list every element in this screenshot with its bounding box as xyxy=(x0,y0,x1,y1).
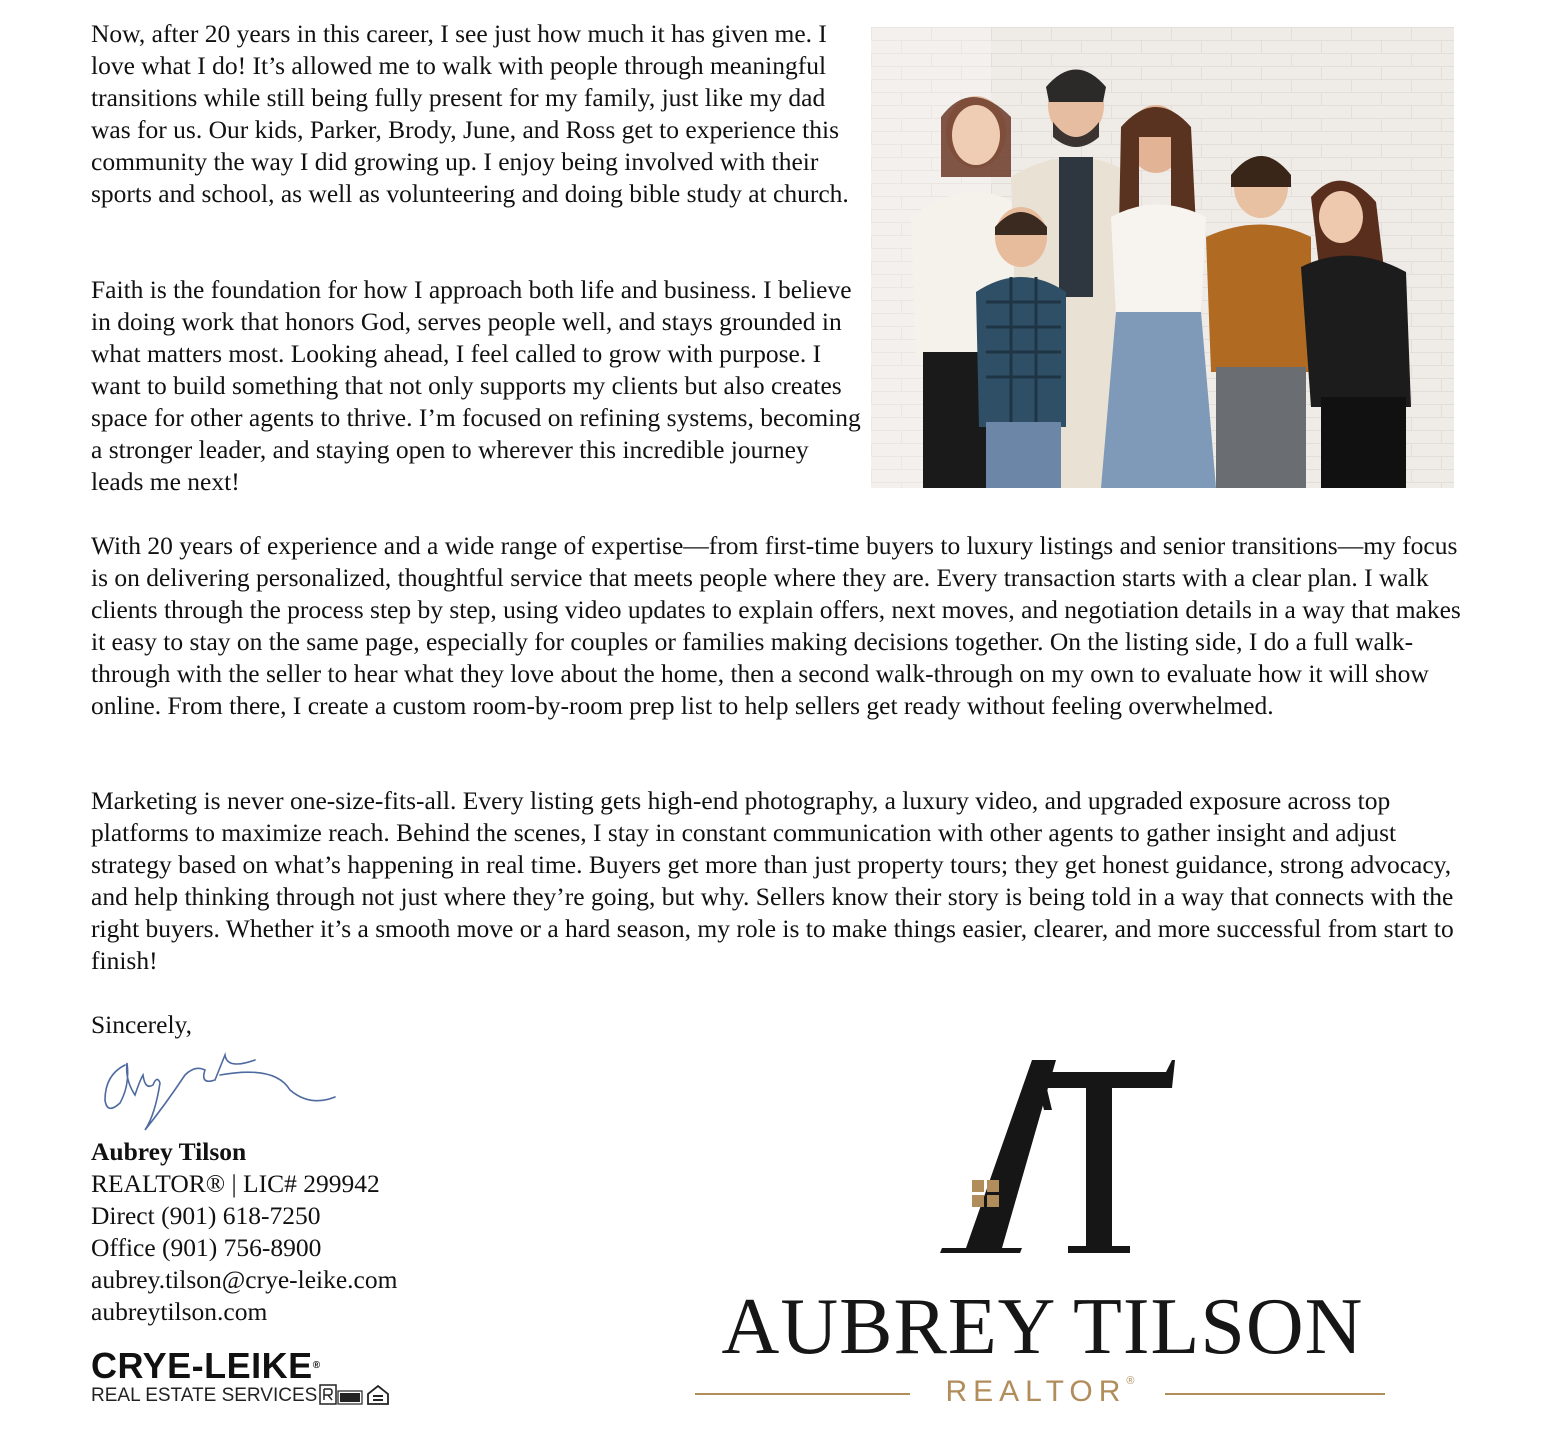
equal-housing-icon xyxy=(368,1386,388,1404)
email-address: aubrey.tilson@crye-leike.com xyxy=(91,1265,398,1294)
brand-name: AUBREY TILSON xyxy=(721,1283,1364,1371)
brand-registered-mark: ® xyxy=(1126,1375,1135,1387)
office-phone: Office (901) 756-8900 xyxy=(91,1233,322,1262)
at-monogram xyxy=(910,1060,1175,1260)
brokerage-tagline: REAL ESTATE SERVICES xyxy=(91,1385,318,1406)
letter-paragraph-3: With 20 years of experience and a wide range of expertise—from first-time buyers to luxury listings and senior transitions—my focus is on delivering personalized, thoughtful service that meets people where they are. Every transaction starts with a clear plan. I walk clients through the process step by step, using video updates to explain offers, next moves, and negotiation details in a way that makes it easy to stay on the same page, especially for couples or families making decisions together. On the listing side, I do a full walk-through with the seller to hear what they love about the home, then a second walk-through on my own to evaluate how it will show online. From there, I create a custom room-by-room prep list to help sellers get ready without feeling overwhelmed. xyxy=(91,531,1461,720)
letter-paragraph-4: Marketing is never one-size-fits-all. Every listing gets high-end photography, a luxury video, and upgraded exposure across top platforms to maximize reach. Behind the scenes, I stay in constant communication with other agents to gather insight and adjust strategy based on what’s happening in real time. Buyers get more than just property tours; they get honest guidance, strong advocacy, and help thinking through not just where they’re going, but why. Sellers know their story is being told in a way that connects with the right buyers. Whether it’s a smooth move or a hard season, my role is to make things easier, clearer, and more successful from start to finish! xyxy=(91,786,1454,975)
compliance-icons xyxy=(319,1383,391,1412)
handwritten-signature xyxy=(95,1045,345,1140)
crye-leike-logo xyxy=(91,1347,321,1407)
agent-title: REALTOR® | LIC# 299942 xyxy=(91,1169,380,1198)
website: aubreytilson.com xyxy=(91,1297,268,1326)
brand-rule-right xyxy=(1165,1393,1385,1395)
direct-phone: Direct (901) 618-7250 xyxy=(91,1201,321,1230)
letter-paragraph-2: Faith is the foundation for how I approach both life and business. I believe in doing work that honors God, serves people well, and stays grounded in what matters most. Looking ahead, I feel called to grow with purpose. I want to build something that not only supports my clients but also creates space for other agents to thrive. I’m focused on refining systems, becoming a stronger leader, and staying open to wherever this incredible journey leads me next! xyxy=(91,275,861,496)
brokerage-registered-mark: ® xyxy=(312,1360,321,1371)
letter-paragraph-1: Now, after 20 years in this career, I see just how much it has given me. I love what I do! It’s allowed me to walk with people through meaningful transitions while still being fully present for my family, just like my dad was for us. Our kids, Parker, Brody, June, and Ross get to experience this community the way I did growing up. I enjoy being involved with their sports and school, as well as volunteering and doing bible study at church. xyxy=(91,19,849,208)
brand-role-row xyxy=(690,1375,1395,1415)
brand-role: REALTOR xyxy=(945,1375,1127,1408)
realtor-mls-icon xyxy=(320,1385,362,1404)
family-photo xyxy=(871,27,1454,488)
brokerage-name: CRYE-LEIKE xyxy=(91,1345,313,1386)
agent-name: Aubrey Tilson xyxy=(91,1137,247,1166)
brand-rule-left xyxy=(695,1393,910,1395)
letter-closing: Sincerely, xyxy=(91,1010,193,1039)
aubrey-tilson-brand-logo xyxy=(690,1060,1395,1430)
contact-block xyxy=(91,1136,397,1328)
